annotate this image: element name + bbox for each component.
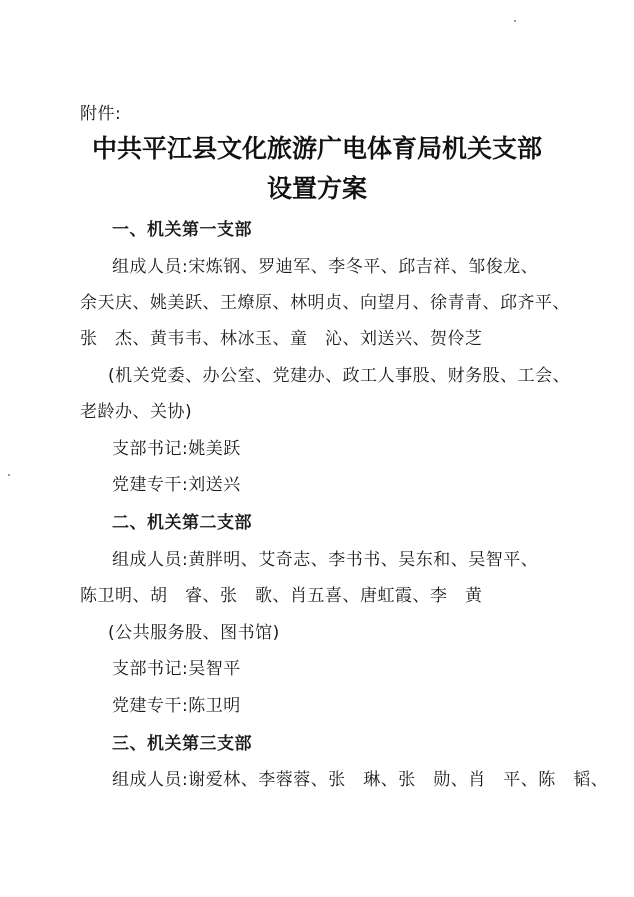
section2-heading: 二、机关第二支部 [112,513,252,533]
section3-heading: 三、机关第三支部 [112,734,252,754]
scan-speck [514,20,516,22]
section1-heading: 一、机关第一支部 [112,220,252,240]
section1-units-line2: 老龄办、关协) [80,402,193,422]
section2-secretary: 支部书记:吴智平 [112,659,241,679]
section2-party-officer: 党建专干:陈卫明 [112,696,241,716]
section1-members-line2: 余天庆、姚美跃、王燎原、林明贞、向望月、徐青青、邱齐平、 [80,293,570,313]
section2-members-line1: 组成人员:黄胖明、艾奇志、李书书、吴东和、吴智平、 [112,550,539,570]
section1-members-line3: 张 杰、黄韦韦、林冰玉、童 沁、刘送兴、贺伶芝 [80,329,483,349]
section1-members-line1: 组成人员:宋炼钢、罗迪军、李冬平、邱吉祥、邹俊龙、 [112,257,539,277]
document-title: 中共平江县文化旅游广电体育局机关支部 [91,134,542,163]
section3-members-line1: 组成人员:谢爱林、李蓉蓉、张 琳、张 勋、肖 平、陈 韬、 [112,770,609,790]
section1-party-officer: 党建专干:刘送兴 [112,475,241,495]
section1-units-line1: (机关党委、办公室、党建办、政工人事股、财务股、工会、 [108,366,571,386]
attachment-label: 附件: [80,104,122,124]
section2-members-line2: 陈卫明、胡 睿、张 歌、肖五喜、唐虹霞、李 黄 [80,586,483,606]
document-subtitle: 设置方案 [266,174,367,203]
section2-units: (公共服务股、图书馆) [108,623,280,643]
scan-speck [8,474,10,476]
section1-secretary: 支部书记:姚美跃 [112,439,241,459]
